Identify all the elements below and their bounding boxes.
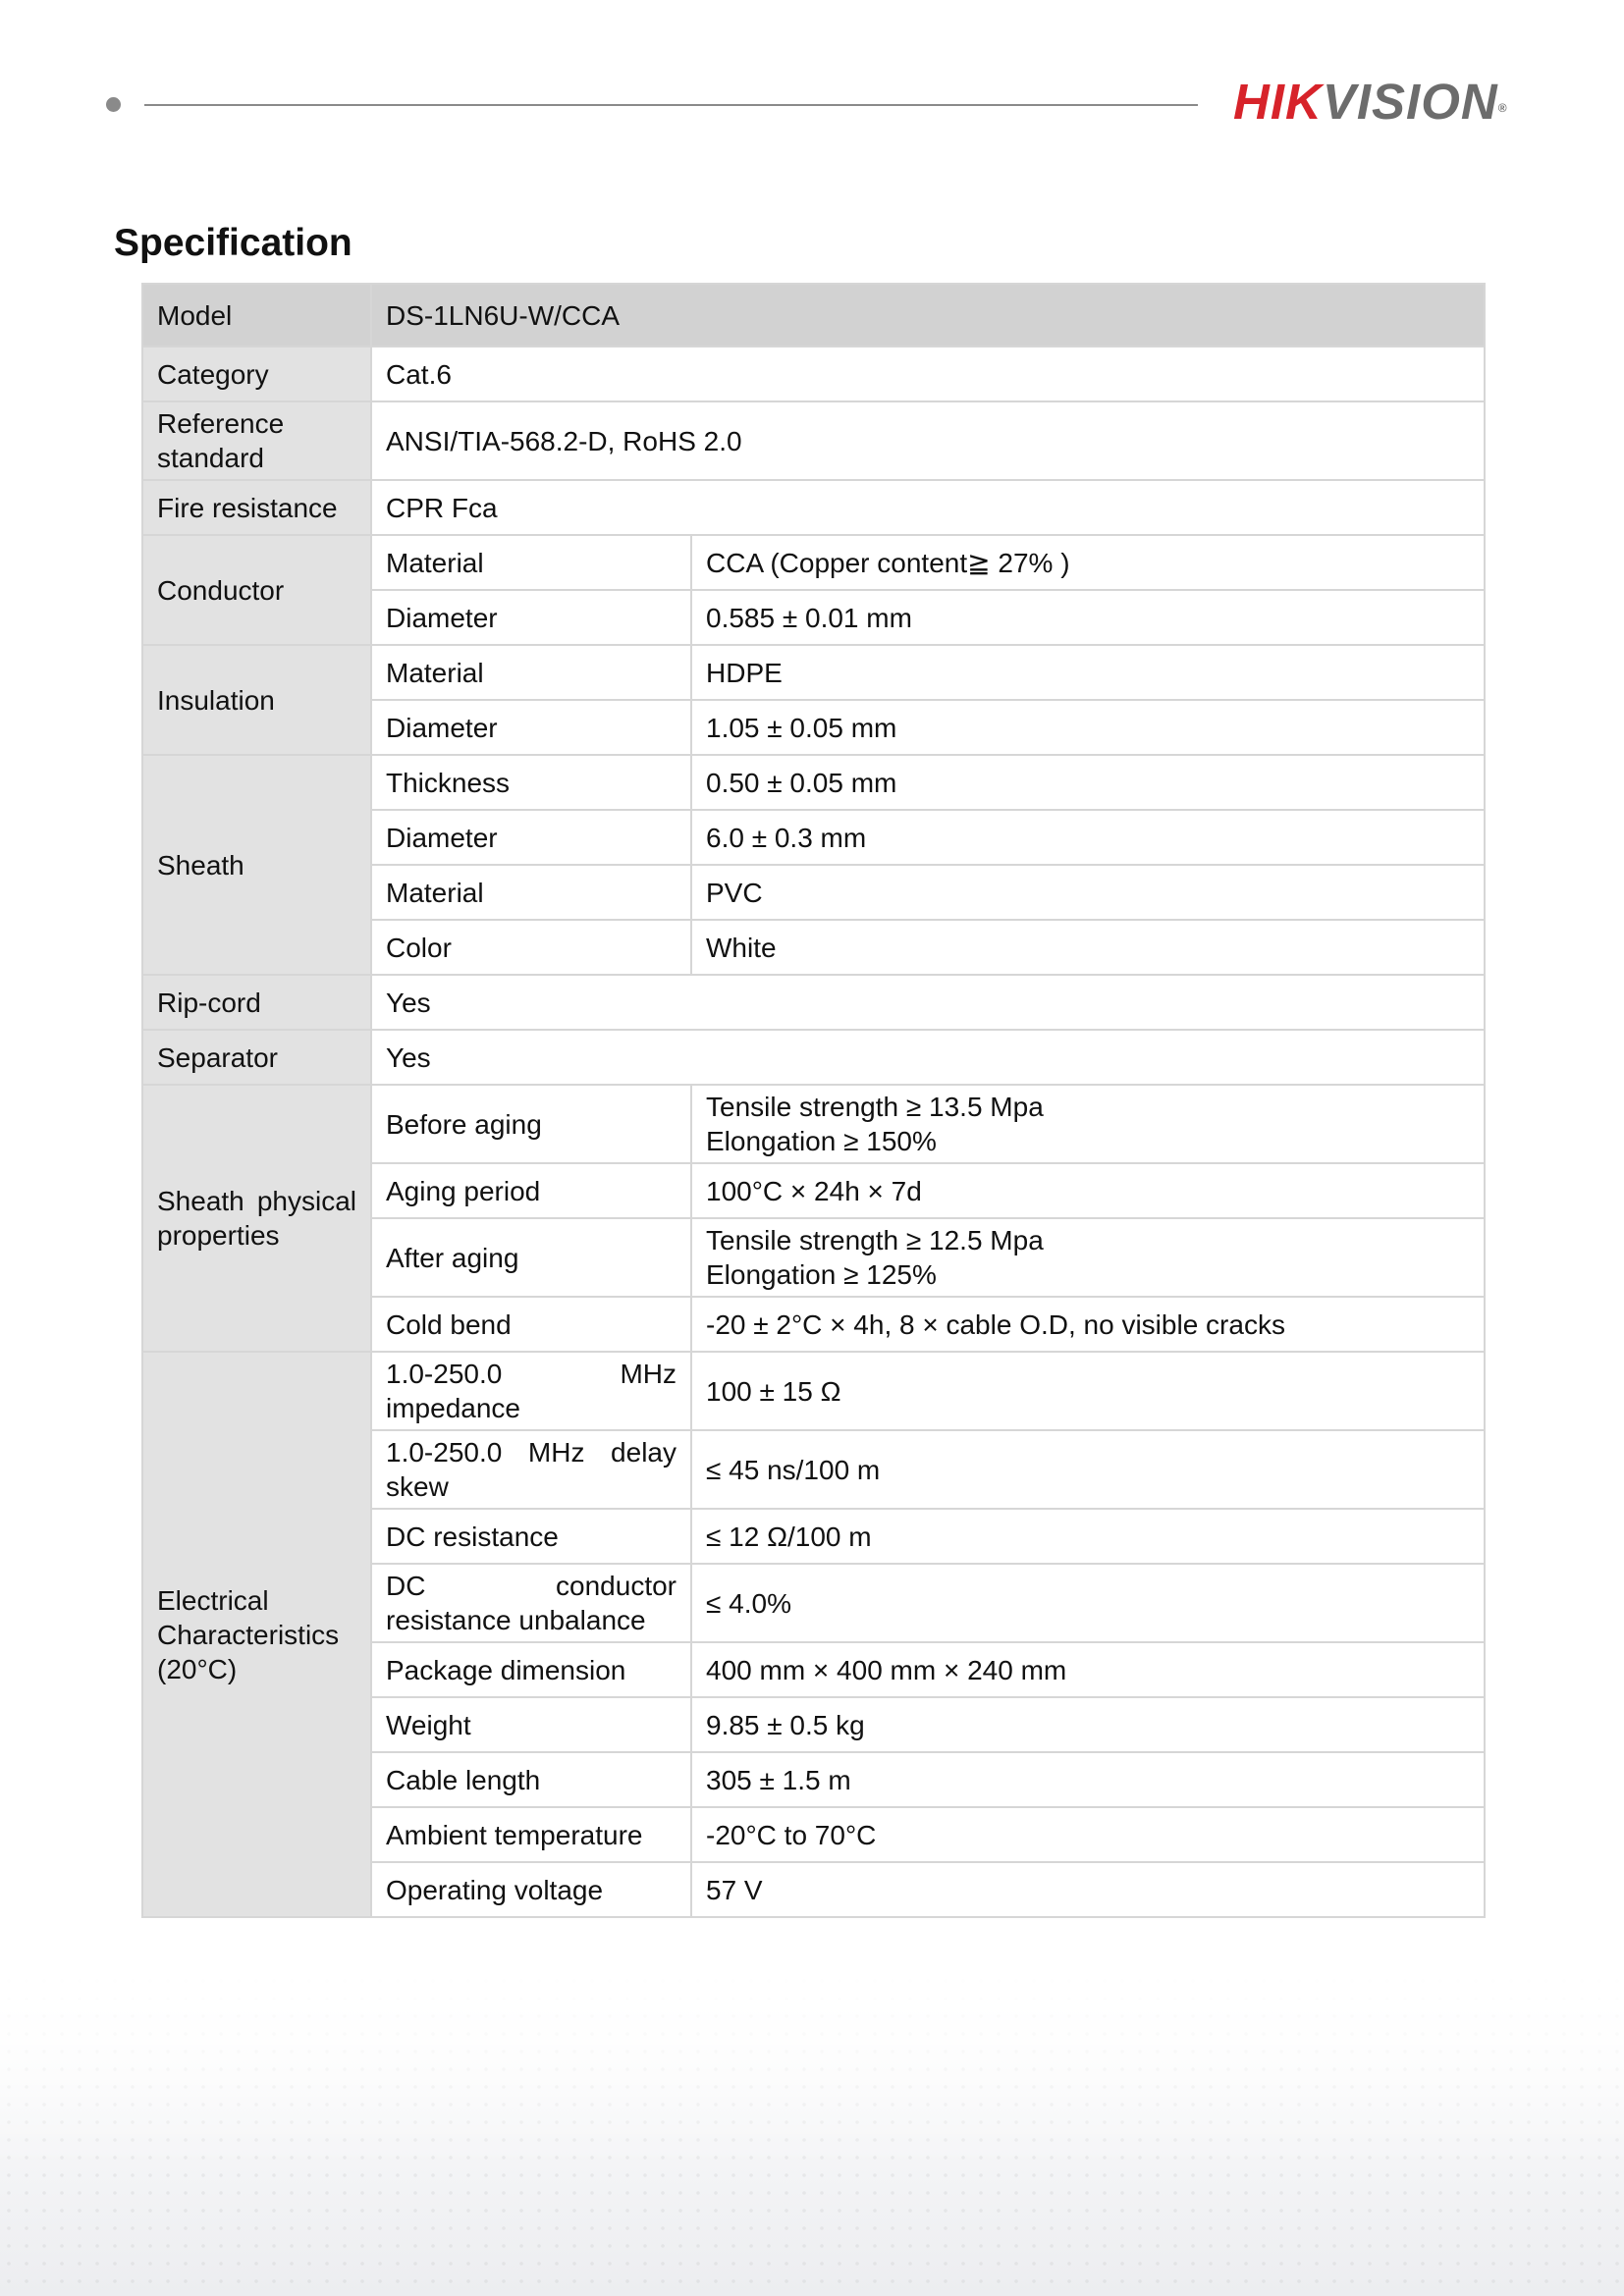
table-row-impedance — [142, 1352, 1485, 1430]
table-row-model — [142, 284, 1485, 347]
sub-label: 1.0-250.0 MHz impedance — [371, 1352, 691, 1430]
sub-value: 305 ± 1.5 m — [691, 1752, 1485, 1807]
sub-label: Package dimension — [371, 1642, 691, 1697]
sub-label: Weight — [371, 1697, 691, 1752]
sub-label: Cable length — [371, 1752, 691, 1807]
sub-label: Before aging — [371, 1085, 691, 1163]
sub-value: White — [691, 920, 1485, 975]
sub-label: Color — [371, 920, 691, 975]
table-row-fire-resistance — [142, 480, 1485, 535]
sub-label: Thickness — [371, 755, 691, 810]
group-label-electrical: Electrical Characteristics (20°C) — [142, 1352, 371, 1917]
sub-value: ≤ 12 Ω/100 m — [691, 1509, 1485, 1564]
row-label: Rip-cord — [142, 975, 371, 1030]
row-label: Fire resistance — [142, 480, 371, 535]
row-value: ANSI/TIA-568.2-D, RoHS 2.0 — [371, 401, 1485, 480]
sub-value: 9.85 ± 0.5 kg — [691, 1697, 1485, 1752]
row-value: Cat.6 — [371, 347, 1485, 401]
sub-value: 6.0 ± 0.3 mm — [691, 810, 1485, 865]
row-label: Reference standard — [142, 401, 371, 480]
sub-value: -20°C to 70°C — [691, 1807, 1485, 1862]
hikvision-logo: HIKVISION® — [1233, 74, 1508, 130]
sub-value: 0.585 ± 0.01 mm — [691, 590, 1485, 645]
sub-label: Ambient temperature — [371, 1807, 691, 1862]
page-background-pattern — [0, 1972, 1624, 2296]
table-row-separator — [142, 1030, 1485, 1085]
sub-label: Material — [371, 645, 691, 700]
sub-value: ≤ 4.0% — [691, 1564, 1485, 1642]
table-row-sheath-thickness — [142, 755, 1485, 810]
sub-value: -20 ± 2°C × 4h, 8 × cable O.D, no visible cracks — [691, 1297, 1485, 1352]
sub-label: Material — [371, 865, 691, 920]
row-value: CPR Fca — [371, 480, 1485, 535]
sub-value: Tensile strength ≥ 13.5 Mpa Elongation ≥ 150% — [691, 1085, 1485, 1163]
sub-label: Diameter — [371, 810, 691, 865]
table-row-before-aging — [142, 1085, 1485, 1163]
sub-value: 100°C × 24h × 7d — [691, 1163, 1485, 1218]
row-label: Category — [142, 347, 371, 401]
sub-label: After aging — [371, 1218, 691, 1297]
sub-label: Aging period — [371, 1163, 691, 1218]
table-row-conductor-material — [142, 535, 1485, 590]
group-label-sheath-physical: Sheath physical properties — [142, 1085, 371, 1352]
sub-label: Diameter — [371, 590, 691, 645]
row-label: Separator — [142, 1030, 371, 1085]
group-label-sheath: Sheath — [142, 755, 371, 975]
group-label-conductor: Conductor — [142, 535, 371, 645]
sub-label: DC resistance — [371, 1509, 691, 1564]
sub-value: PVC — [691, 865, 1485, 920]
sub-label: Diameter — [371, 700, 691, 755]
sub-label: Operating voltage — [371, 1862, 691, 1917]
table-row-ripcord — [142, 975, 1485, 1030]
sub-value: CCA (Copper content≧ 27% ) — [691, 535, 1485, 590]
page-title: Specification — [114, 222, 352, 264]
row-value: Yes — [371, 1030, 1485, 1085]
group-label-insulation: Insulation — [142, 645, 371, 755]
header-dot — [106, 97, 121, 112]
sub-value: 0.50 ± 0.05 mm — [691, 755, 1485, 810]
sub-value: 400 mm × 400 mm × 240 mm — [691, 1642, 1485, 1697]
header-rule — [144, 104, 1198, 106]
sub-value: 57 V — [691, 1862, 1485, 1917]
sub-value: Tensile strength ≥ 12.5 Mpa Elongation ≥ 125% — [691, 1218, 1485, 1297]
sub-label: DC conductor resistance unbalance — [371, 1564, 691, 1642]
sub-value: HDPE — [691, 645, 1485, 700]
specification-table — [141, 283, 1486, 1918]
sub-label: 1.0-250.0 MHz delay skew — [371, 1430, 691, 1509]
table-row-reference-standard — [142, 401, 1485, 480]
sub-label: Material — [371, 535, 691, 590]
sub-value: ≤ 45 ns/100 m — [691, 1430, 1485, 1509]
sub-value: 100 ± 15 Ω — [691, 1352, 1485, 1430]
sub-value: 1.05 ± 0.05 mm — [691, 700, 1485, 755]
table-row-category — [142, 347, 1485, 401]
sub-label: Cold bend — [371, 1297, 691, 1352]
row-value: Yes — [371, 975, 1485, 1030]
row-value: DS-1LN6U-W/CCA — [371, 284, 1485, 347]
table-row-insulation-material — [142, 645, 1485, 700]
row-label: Model — [142, 284, 371, 347]
